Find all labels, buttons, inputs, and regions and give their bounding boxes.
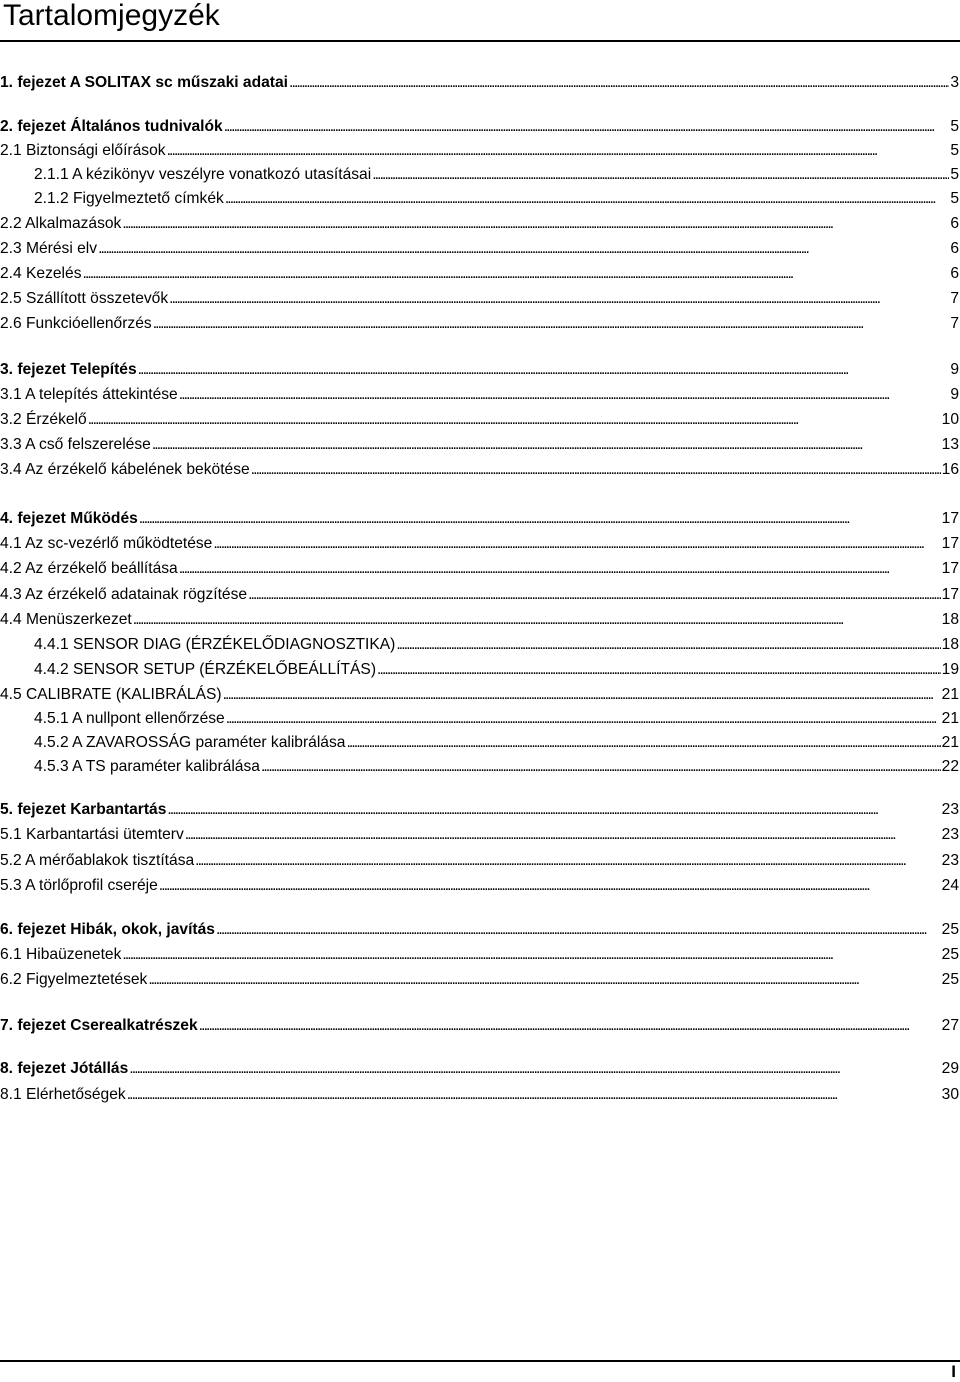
toc-entry-label: 6. fejezet Hibák, okok, javítás — [0, 921, 215, 938]
toc-entry-page: 6 — [950, 265, 959, 282]
toc-entry-label: 6.2 Figyelmeztetések — [0, 971, 148, 988]
toc-dot-leader — [224, 116, 950, 138]
toc-dot-leader — [122, 944, 940, 966]
toc-entry-page: 13 — [941, 436, 959, 453]
toc-entry-label: 2.1.1 A kézikönyv veszélyre vonatkozó utasításai — [34, 166, 372, 183]
toc-entry-label: 3.2 Érzékelő — [0, 411, 87, 428]
toc-dot-leader — [251, 459, 941, 481]
toc-entry-chapter-4[interactable] — [0, 508, 959, 530]
toc-dot-leader — [199, 1015, 941, 1037]
toc-entry-4-4[interactable] — [0, 609, 959, 631]
toc-dot-leader — [127, 1084, 941, 1106]
toc-entry-label: 4.3 Az érzékelő adatainak rögzítése — [0, 586, 248, 603]
toc-entry-page: 21 — [941, 734, 959, 751]
toc-entry-page: 23 — [941, 826, 959, 843]
toc-dot-leader — [179, 558, 941, 580]
toc-entry-label: 2.1 Biztonsági előírások — [0, 142, 166, 159]
toc-entry-label: 7. fejezet Cserealkatrészek — [0, 1017, 198, 1034]
toc-entry-label: 2.1.2 Figyelmeztető címkék — [34, 190, 224, 207]
toc-entry-page: 6 — [950, 215, 959, 232]
toc-entry-4-5[interactable] — [0, 684, 959, 706]
toc-entry-label: 4.2 Az érzékelő beállítása — [0, 560, 178, 577]
toc-dot-leader — [153, 313, 950, 335]
toc-dot-leader — [138, 359, 950, 381]
toc-entry-page: 21 — [941, 686, 959, 703]
toc-entry-2-5[interactable] — [0, 288, 959, 310]
toc-entry-page: 7 — [950, 315, 959, 332]
toc-entry-page: 17 — [941, 535, 959, 552]
toc-entry-4-3[interactable] — [0, 584, 959, 606]
toc-entry-label: 5.3 A törlőprofil cseréje — [0, 877, 158, 894]
toc-entry-page: 16 — [941, 461, 959, 478]
toc-entry-page: 17 — [941, 560, 959, 577]
toc-entry-page: 21 — [941, 710, 959, 727]
toc-entry-label: 1. fejezet A SOLITAX sc műszaki adatai — [0, 74, 289, 91]
toc-entry-chapter-3[interactable] — [0, 359, 959, 381]
toc-entry-label: 2.3 Mérési elv — [0, 240, 98, 257]
toc-entry-8-1[interactable] — [0, 1084, 959, 1106]
toc-entry-page: 3 — [950, 74, 959, 91]
toc-entry-page: 10 — [941, 411, 959, 428]
toc-entry-label: 4.5.3 A TS paraméter kalibrálása — [34, 758, 260, 775]
toc-entry-2-1[interactable] — [0, 140, 959, 162]
toc-entry-3-4[interactable] — [0, 459, 959, 481]
toc-entry-chapter-6[interactable] — [0, 919, 959, 941]
toc-entry-4-2[interactable] — [0, 558, 959, 580]
toc-dot-leader — [346, 732, 940, 754]
toc-entry-label: 6.1 Hibaüzenetek — [0, 946, 122, 963]
toc-entry-4-4-1[interactable] — [0, 634, 959, 656]
toc-entry-label: 3.1 A telepítés áttekintése — [0, 386, 178, 403]
toc-entry-2-4[interactable] — [0, 263, 959, 285]
toc-entry-label: 2.6 Funkcióellenőrzés — [0, 315, 152, 332]
toc-entry-page: 25 — [941, 971, 959, 988]
toc-dot-leader — [226, 708, 941, 730]
toc-dot-leader — [83, 263, 950, 285]
toc-dot-leader — [88, 409, 941, 431]
toc-entry-page: 5 — [950, 166, 959, 183]
toc-dot-leader — [213, 533, 940, 555]
toc-entry-6-1[interactable] — [0, 944, 959, 966]
toc-entry-label: 5. fejezet Karbantartás — [0, 801, 167, 818]
toc-dot-leader — [167, 799, 940, 821]
toc-entry-label: 8. fejezet Jótállás — [0, 1060, 129, 1077]
toc-entry-page: 18 — [941, 611, 959, 628]
title-divider — [0, 40, 960, 42]
toc-entry-page: 29 — [941, 1060, 959, 1077]
toc-entry-page: 7 — [950, 290, 959, 307]
toc-entry-page: 25 — [941, 946, 959, 963]
toc-entry-label: 8.1 Elérhetőségek — [0, 1086, 126, 1103]
toc-entry-4-5-1[interactable] — [0, 708, 959, 730]
toc-entry-label: 3.4 Az érzékelő kábelének bekötése — [0, 461, 250, 478]
toc-dot-leader — [98, 238, 949, 260]
toc-entry-label: 4.5.2 A ZAVAROSSÁG paraméter kalibrálása — [34, 734, 346, 751]
toc-entry-chapter-8[interactable] — [0, 1058, 959, 1080]
toc-dot-leader — [148, 969, 940, 991]
toc-entry-2-1-2[interactable] — [0, 188, 959, 210]
toc-dot-leader — [152, 434, 941, 456]
toc-dot-leader — [185, 824, 941, 846]
toc-dot-leader — [195, 850, 940, 872]
toc-entry-2-2[interactable] — [0, 213, 959, 235]
toc-entry-6-2[interactable] — [0, 969, 959, 991]
toc-entry-page: 17 — [941, 510, 959, 527]
toc-entry-label: 3. fejezet Telepítés — [0, 361, 137, 378]
toc-entry-page: 6 — [950, 240, 959, 257]
toc-entry-page: 30 — [941, 1086, 959, 1103]
toc-entry-label: 4. fejezet Működés — [0, 510, 138, 527]
footer-divider — [0, 1360, 960, 1362]
toc-entry-page: 5 — [950, 118, 959, 135]
toc-dot-leader — [289, 72, 949, 94]
toc-entry-4-4-2[interactable] — [0, 659, 959, 681]
toc-entry-page: 27 — [941, 1017, 959, 1034]
toc-entry-label: 5.2 A mérőablakok tisztítása — [0, 852, 195, 869]
toc-entry-page: 9 — [950, 361, 959, 378]
toc-entry-page: 19 — [941, 661, 959, 678]
toc-entry-3-2[interactable] — [0, 409, 959, 431]
toc-dot-leader — [133, 609, 941, 631]
toc-entry-2-1-1[interactable] — [0, 164, 959, 186]
toc-entry-chapter-7[interactable] — [0, 1015, 959, 1037]
toc-entry-page: 24 — [941, 877, 959, 894]
toc-dot-leader — [223, 684, 941, 706]
toc-entry-label: 4.5.1 A nullpont ellenőrzése — [34, 710, 225, 727]
toc-entry-page: 18 — [941, 636, 959, 653]
toc-dot-leader — [216, 919, 941, 941]
toc-dot-leader — [159, 875, 941, 897]
toc-entry-page: 23 — [941, 801, 959, 818]
toc-entry-page: 9 — [950, 386, 959, 403]
toc-entry-3-3[interactable] — [0, 434, 959, 456]
toc-entry-4-5-3[interactable] — [0, 756, 959, 778]
toc-dot-leader — [377, 659, 941, 681]
toc-entry-4-1[interactable] — [0, 533, 959, 555]
toc-dot-leader — [372, 164, 949, 186]
toc-entry-2-3[interactable] — [0, 238, 959, 260]
toc-dot-leader — [248, 584, 941, 606]
toc-entry-3-1[interactable] — [0, 384, 959, 406]
page-title: Tartalomjegyzék — [3, 0, 220, 32]
toc-entry-label: 5.1 Karbantartási ütemterv — [0, 826, 184, 843]
toc-dot-leader — [122, 213, 949, 235]
toc-entry-chapter-1[interactable] — [0, 72, 959, 94]
toc-entry-2-6[interactable] — [0, 313, 959, 335]
toc-entry-label: 4.4.1 SENSOR DIAG (ÉRZÉKELŐDIAGNOSZTIKA) — [34, 636, 396, 653]
toc-entry-label: 4.1 Az sc-vezérlő működtetése — [0, 535, 213, 552]
toc-entry-page: 5 — [950, 142, 959, 159]
toc-dot-leader — [169, 288, 949, 310]
page-number: I — [951, 1362, 956, 1381]
toc-dot-leader — [261, 756, 941, 778]
toc-entry-label: 2.5 Szállított összetevők — [0, 290, 169, 307]
toc-dot-leader — [179, 384, 950, 406]
toc-entry-chapter-2[interactable] — [0, 116, 959, 138]
toc-entry-label: 4.5 CALIBRATE (KALIBRÁLÁS) — [0, 686, 222, 703]
toc-dot-leader — [129, 1058, 940, 1080]
toc-entry-label: 2. fejezet Általános tudnivalók — [0, 118, 223, 135]
toc-entry-chapter-5[interactable] — [0, 799, 959, 821]
toc-entry-label: 4.4 Menüszerkezet — [0, 611, 132, 628]
toc-dot-leader — [396, 634, 940, 656]
toc-entry-page: 5 — [950, 190, 959, 207]
toc-entry-label: 2.2 Alkalmazások — [0, 215, 122, 232]
toc-entry-5-2[interactable] — [0, 850, 959, 872]
toc-entry-page: 22 — [941, 758, 959, 775]
toc-entry-page: 25 — [941, 921, 959, 938]
toc-entry-5-3[interactable] — [0, 875, 959, 897]
toc-entry-page: 17 — [941, 586, 959, 603]
toc-dot-leader — [139, 508, 941, 530]
toc-entry-4-5-2[interactable] — [0, 732, 959, 754]
toc-entry-label: 3.3 A cső felszerelése — [0, 436, 151, 453]
toc-dot-leader — [225, 188, 950, 210]
toc-entry-label: 2.4 Kezelés — [0, 265, 82, 282]
toc-dot-leader — [167, 140, 950, 162]
toc-entry-label: 4.4.2 SENSOR SETUP (ÉRZÉKELŐBEÁLLÍTÁS) — [34, 661, 377, 678]
toc-entry-page: 23 — [941, 852, 959, 869]
toc-entry-5-1[interactable] — [0, 824, 959, 846]
